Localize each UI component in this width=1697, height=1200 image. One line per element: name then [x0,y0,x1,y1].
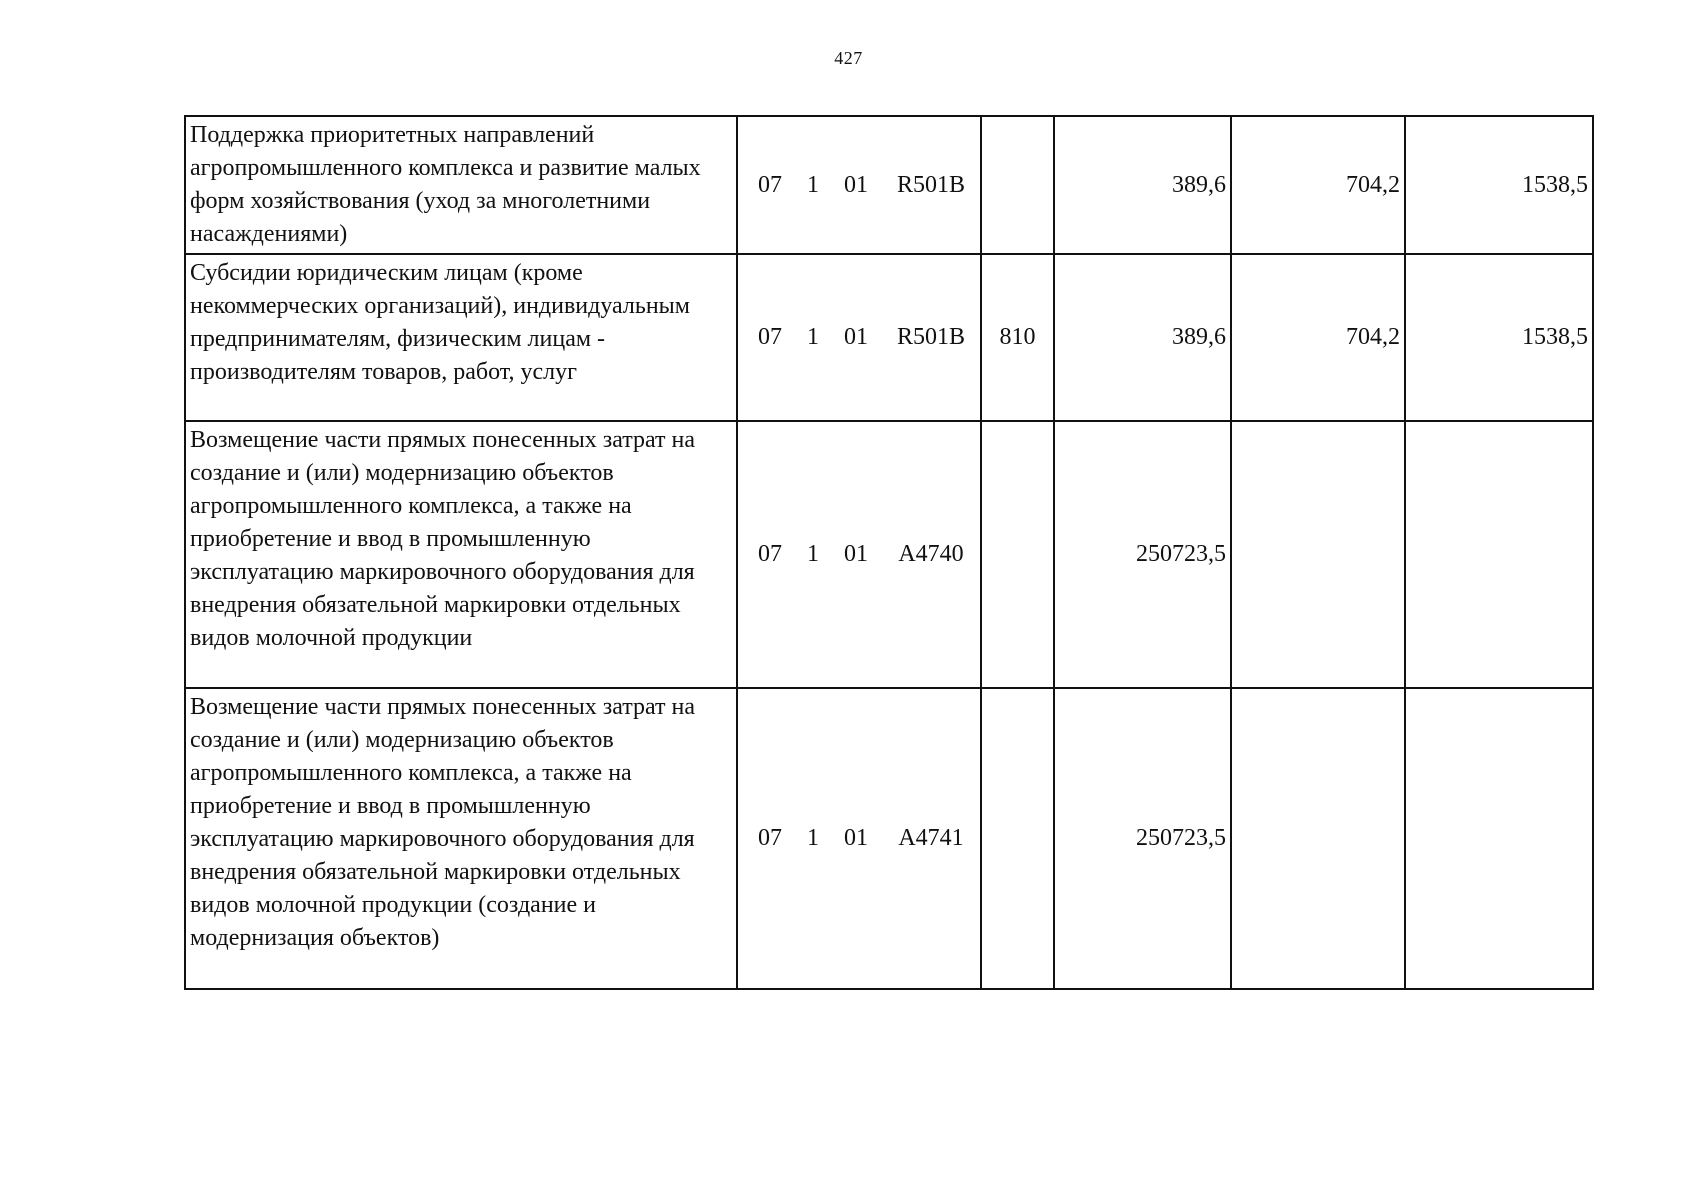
section-code: 07 [758,825,782,851]
table-row [185,688,1593,989]
direction-code: A4740 [898,541,964,567]
amount-1: 389,6 [1054,254,1231,421]
amount-3: 1538,5 [1405,254,1593,421]
amount-2: 704,2 [1231,254,1405,421]
main-event-code: 01 [844,825,868,851]
table-row [185,116,1593,254]
section-code: 07 [758,324,782,350]
expense-type-code [981,421,1054,688]
section-code: 07 [758,171,782,198]
classification-code [737,116,981,254]
expense-type-code: 810 [981,254,1054,421]
amount-3 [1405,688,1593,989]
main-event-code: 01 [844,541,868,567]
expense-type-code [981,116,1054,254]
main-event-code: 01 [844,171,868,198]
amount-3 [1405,421,1593,688]
table-row [185,421,1593,688]
table-row [185,254,1593,421]
section-code: 07 [758,541,782,567]
amount-2 [1231,421,1405,688]
budget-table [184,115,1594,990]
row-description: Возмещение части прямых понесенных затрат на создание и (или) модернизацию объектов агропромышленного комплекса, а также на приобретение и ввод в промышленную эксплуатацию маркировочного оборудования для внедрения обязательной маркировки отдельных видов молочной продукции (создание и модернизация объектов) [185,688,737,989]
page-number: 427 [834,48,863,68]
amount-2 [1231,688,1405,989]
amount-3: 1538,5 [1405,116,1593,254]
expense-type-code [981,688,1054,989]
direction-code: R501B [896,171,965,198]
subprogram-code: 1 [807,541,819,567]
subprogram-code: 1 [807,324,819,350]
row-description: Субсидии юридическим лицам (кроме некоммерческих организаций), индивидуальным предпринимателям, физическим лицам - производителям товаров, работ, услуг [185,254,737,421]
subprogram-code: 1 [807,825,819,851]
row-description: Поддержка приоритетных направлений агропромышленного комплекса и развитие малых форм хозяйствования (уход за многолетними насаждениями) [185,116,737,254]
amount-1: 389,6 [1054,116,1231,254]
direction-code: R501B [896,324,965,350]
main-event-code: 01 [844,324,868,350]
direction-code: A4741 [898,825,964,851]
amount-1: 250723,5 [1054,688,1231,989]
classification-code [737,421,981,688]
classification-code [737,688,981,989]
row-description: Возмещение части прямых понесенных затрат на создание и (или) модернизацию объектов агропромышленного комплекса, а также на приобретение и ввод в промышленную эксплуатацию маркировочного оборудования для внедрения обязательной маркировки отдельных видов молочной продукции [185,421,737,688]
amount-1: 250723,5 [1054,421,1231,688]
amount-2: 704,2 [1231,116,1405,254]
classification-code [737,254,981,421]
subprogram-code: 1 [807,171,819,198]
